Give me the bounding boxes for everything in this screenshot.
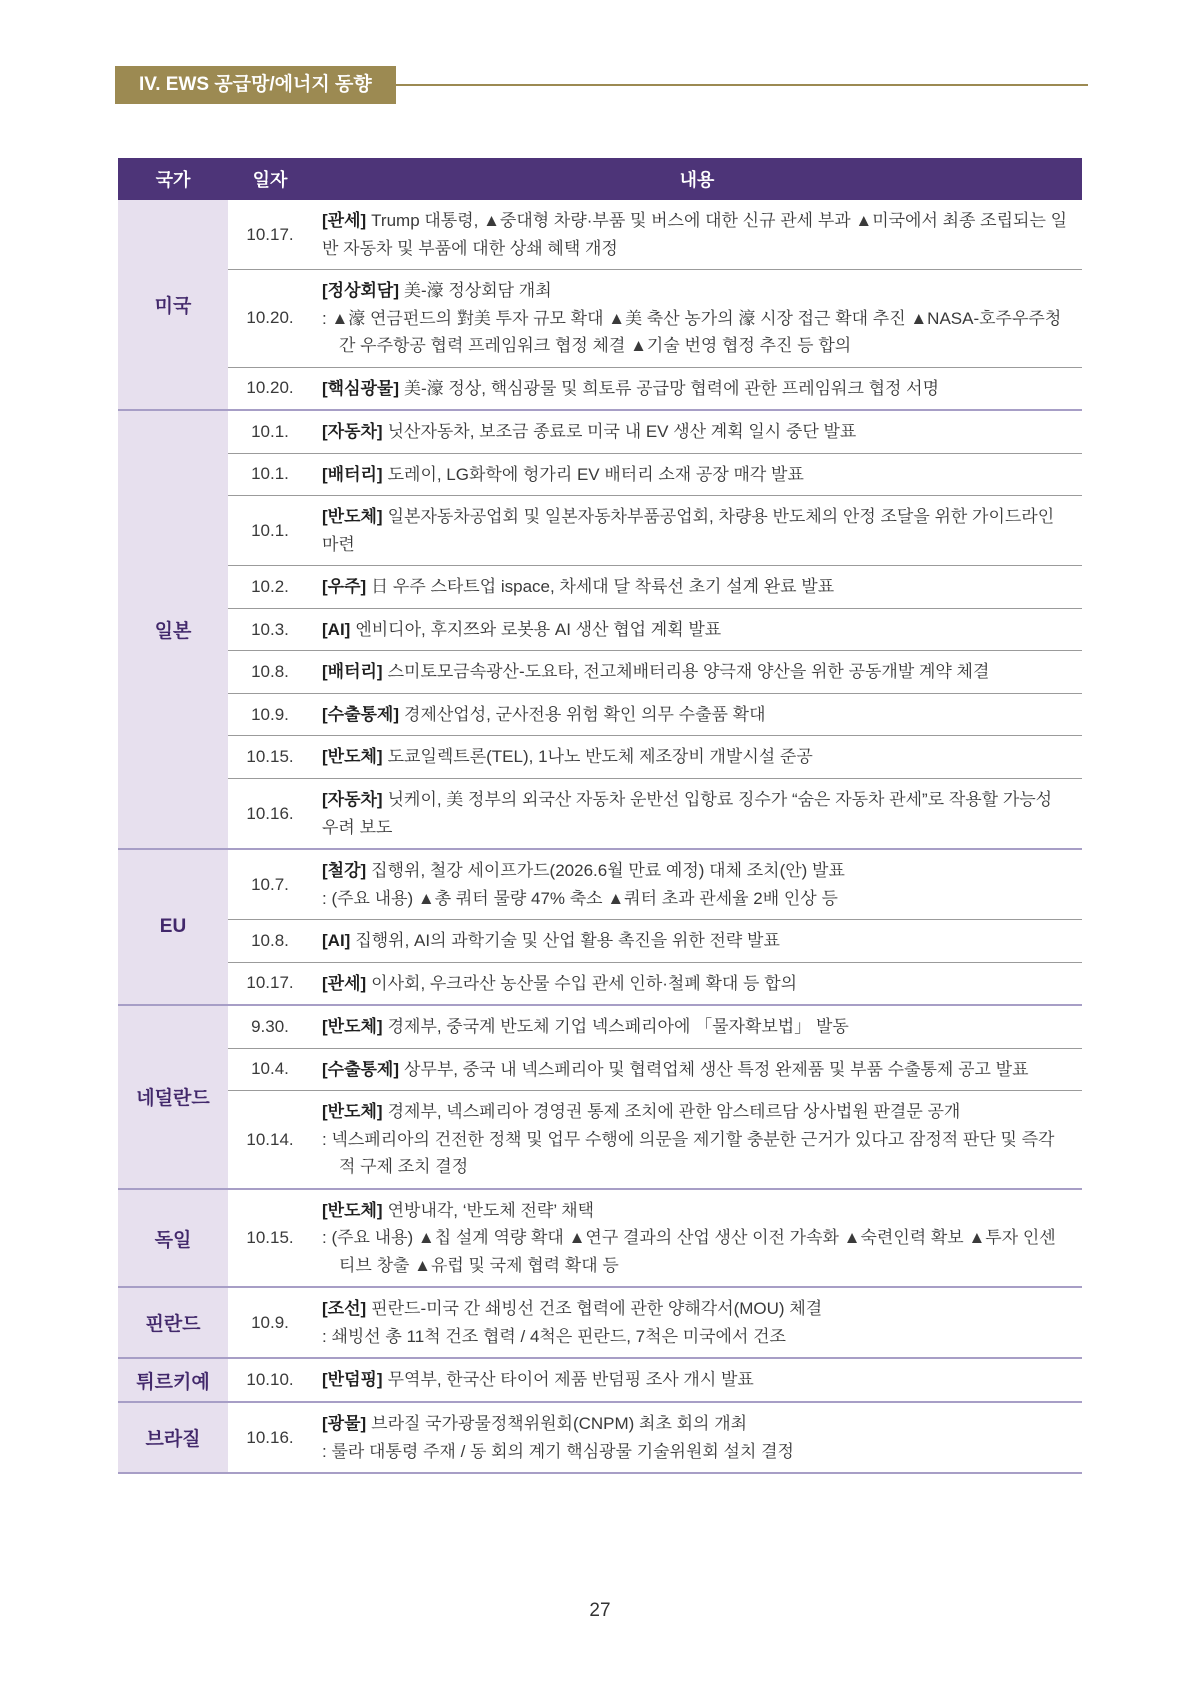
country-group <box>118 848 1082 1004</box>
category-tag: [자동차] <box>322 422 383 442</box>
country-group <box>118 1401 1082 1472</box>
date-cell: 10.4. <box>251 1059 289 1079</box>
entry-text: 경제부, 넥스페리아 경영권 통제 조치에 관한 암스테르담 상사법원 판결문 공개 <box>387 1102 961 1122</box>
entry-text: 경제부, 중국계 반도체 기업 넥스페리아에 「물자확보법」 발동 <box>387 1017 849 1037</box>
date-cell: 10.9. <box>251 704 289 724</box>
date-cell: 10.16. <box>246 1427 294 1447</box>
country-label: 미국 <box>118 200 228 409</box>
entry-subtext: : (주요 내용) ▲총 쿼터 물량 47% 축소 ▲쿼터 초과 관세율 2배 인상 등 <box>322 888 838 908</box>
entry-text: 연방내각, ‘반도체 전략’ 채택 <box>387 1200 595 1220</box>
content-cell <box>312 1091 1082 1188</box>
country-rows <box>228 850 1082 1004</box>
country-label: 일본 <box>118 411 228 848</box>
entry-main-line <box>322 1013 1068 1041</box>
table-row <box>228 495 1082 565</box>
entry-main-line <box>322 1197 1068 1225</box>
table-row <box>228 650 1082 693</box>
entry-text: 도쿄일렉트론(TEL), 1나노 반도체 제조장비 개발시설 준공 <box>387 747 813 767</box>
date-cell: 10.20. <box>246 378 294 398</box>
table-row <box>228 1403 1082 1472</box>
category-tag: [반도체] <box>322 1200 383 1220</box>
column-header-country: 국가 <box>155 170 191 190</box>
entry-main-line <box>322 461 1068 489</box>
entry-main-line <box>322 573 1068 601</box>
date-cell: 9.30. <box>251 1016 289 1036</box>
country-rows <box>228 200 1082 409</box>
table-row <box>228 1190 1082 1287</box>
date-cell: 10.15. <box>246 747 294 767</box>
country-group <box>118 1286 1082 1357</box>
entry-text: 무역부, 한국산 타이어 제품 반덤핑 조사 개시 발표 <box>387 1370 754 1390</box>
ews-trends-table <box>118 158 1082 1474</box>
country-label: 브라질 <box>118 1403 228 1472</box>
country-rows <box>228 1403 1082 1472</box>
table-row <box>228 608 1082 651</box>
content-cell <box>312 368 1082 410</box>
table-row <box>228 850 1082 919</box>
entry-text: 엔비디아, 후지쯔와 로봇용 AI 생산 협업 계획 발표 <box>355 619 722 639</box>
category-tag: [자동차] <box>322 789 383 809</box>
entry-main-line <box>322 277 1068 305</box>
entry-text: 이사회, 우크라산 농산물 수입 관세 인하·철폐 확대 등 합의 <box>371 973 798 993</box>
column-header-content: 내용 <box>679 170 715 190</box>
entry-text: 핀란드-미국 간 쇄빙선 건조 협력에 관한 양해각서(MOU) 체결 <box>371 1299 823 1319</box>
table-row <box>228 453 1082 496</box>
content-cell <box>312 1006 1082 1048</box>
entry-main-line <box>322 743 1068 771</box>
entry-main-line <box>322 857 1068 885</box>
content-cell <box>312 920 1082 962</box>
entry-text: 일본자동차공업회 및 일본자동차부품공업회, 차량용 반도체의 안정 조달을 위한 가이드라인 마련 <box>322 507 1055 554</box>
category-tag: [배터리] <box>322 662 383 682</box>
entry-subtext: : 넥스페리아의 건전한 정책 및 업무 수행에 의문을 제기할 충분한 근거가 있다고 잠정적 판단 및 즉각적 구제 조치 결정 <box>322 1129 1055 1177</box>
date-cell: 10.17. <box>246 973 294 993</box>
country-group <box>118 1357 1082 1401</box>
content-cell <box>312 736 1082 778</box>
entry-text: 경제산업성, 군사전용 위험 확인 의무 수출품 확대 <box>404 704 766 724</box>
date-cell: 10.2. <box>251 577 289 597</box>
category-tag: [정상회담] <box>322 281 400 301</box>
date-cell: 10.1. <box>251 464 289 484</box>
content-cell <box>312 270 1082 367</box>
category-tag: [관세] <box>322 211 367 230</box>
page-number: 27 <box>589 1600 611 1621</box>
content-cell <box>312 1359 1082 1401</box>
category-tag: [반덤핑] <box>322 1370 383 1390</box>
entry-text: 美-濠 정상회담 개최 <box>404 281 552 301</box>
content-cell <box>312 411 1082 453</box>
entry-subtext: : 쇄빙선 총 11척 건조 협력 / 4척은 핀란드, 7척은 미국에서 건조 <box>322 1326 786 1346</box>
entry-main-line <box>322 1056 1068 1084</box>
entry-main-line <box>322 207 1068 262</box>
category-tag: [반도체] <box>322 747 383 767</box>
table-row <box>228 269 1082 367</box>
section-rule-line <box>396 84 1088 86</box>
date-cell: 10.8. <box>251 930 289 950</box>
date-cell: 10.1. <box>251 520 289 540</box>
date-cell: 10.16. <box>246 803 294 823</box>
entry-main-line <box>322 1366 1068 1394</box>
country-label: 핀란드 <box>118 1288 228 1357</box>
category-tag: [AI] <box>322 931 351 951</box>
table-row <box>228 1288 1082 1357</box>
entry-main-line <box>322 970 1068 998</box>
entry-main-line <box>322 927 1068 955</box>
category-tag: [조선] <box>322 1299 367 1319</box>
country-group <box>118 1188 1082 1287</box>
date-cell: 10.17. <box>246 224 294 244</box>
entry-text: 닛케이, 美 정부의 외국산 자동차 운반선 입항료 징수가 “숨은 자동차 관세”로 작용할 가능성 우려 보도 <box>322 789 1053 837</box>
category-tag: [반도체] <box>322 1102 383 1122</box>
content-cell <box>312 609 1082 651</box>
category-tag: [광물] <box>322 1414 367 1433</box>
table-row <box>228 735 1082 778</box>
table-header-row <box>118 158 1082 200</box>
category-tag: [철강] <box>322 861 367 881</box>
country-group <box>118 409 1082 848</box>
entry-text: 美-濠 정상, 핵심광물 및 희토류 공급망 협력에 관한 프레임워크 협정 서명 <box>404 378 940 398</box>
entry-main-line <box>322 701 1068 729</box>
country-group <box>118 200 1082 409</box>
table-row <box>228 919 1082 962</box>
section-title-badge: IV. EWS 공급망/에너지 동향 <box>115 66 396 104</box>
entry-main-line <box>322 616 1068 644</box>
country-rows <box>228 1359 1082 1401</box>
entry-text: 日 우주 스타트업 ispace, 차세대 달 착륙선 초기 설계 완료 발표 <box>371 577 835 597</box>
category-tag: [AI] <box>322 619 351 639</box>
country-rows <box>228 1190 1082 1287</box>
content-cell <box>312 651 1082 693</box>
column-header-date: 일자 <box>252 170 288 190</box>
content-cell <box>312 694 1082 736</box>
category-tag: [우주] <box>322 577 367 597</box>
country-label: 튀르키예 <box>118 1359 228 1401</box>
table-row <box>228 1090 1082 1188</box>
content-cell <box>312 496 1082 565</box>
entry-text: 집행위, AI의 과학기술 및 산업 활용 촉진을 위한 전략 발표 <box>355 931 780 951</box>
entry-main-line <box>322 1295 1068 1323</box>
category-tag: [반도체] <box>322 1017 383 1037</box>
country-rows <box>228 411 1082 848</box>
date-cell: 10.3. <box>251 619 289 639</box>
category-tag: [수출통제] <box>322 1059 400 1079</box>
country-rows <box>228 1006 1082 1188</box>
entry-main-line <box>322 786 1068 841</box>
entry-main-line <box>322 503 1068 558</box>
entry-main-line <box>322 1410 1068 1438</box>
ews-table-body <box>118 200 1082 1472</box>
content-cell <box>312 1190 1082 1287</box>
entry-subtext: : (주요 내용) ▲칩 설계 역량 확대 ▲연구 결과의 산업 생산 이전 가속화 ▲숙련인력 확보 ▲투자 인센티브 창출 ▲유럽 및 국제 협력 확대 등 <box>322 1228 1056 1275</box>
category-tag: [수출통제] <box>322 704 400 724</box>
table-row <box>228 411 1082 453</box>
content-cell <box>312 200 1082 269</box>
content-cell <box>312 1049 1082 1091</box>
entry-main-line <box>322 1098 1068 1126</box>
table-row <box>228 367 1082 410</box>
date-cell: 10.1. <box>251 421 289 441</box>
entry-main-line <box>322 658 1068 686</box>
section-header <box>115 66 1088 104</box>
table-row <box>228 1006 1082 1048</box>
date-cell: 10.7. <box>251 874 289 894</box>
date-cell: 10.15. <box>246 1228 294 1248</box>
content-cell <box>312 1288 1082 1357</box>
date-cell: 10.9. <box>251 1312 289 1332</box>
content-cell <box>312 454 1082 496</box>
content-cell <box>312 566 1082 608</box>
table-row <box>228 1359 1082 1401</box>
date-cell: 10.20. <box>246 308 294 328</box>
entry-subtext: : ▲濠 연금펀드의 對美 투자 규모 확대 ▲美 축산 농가의 濠 시장 접근 확대 추진 ▲NASA-호주우주청 간 우주항공 협력 프레임워크 협정 체결 ▲기술 번영 협정 추진 등 합의 <box>322 308 1062 356</box>
date-cell: 10.8. <box>251 662 289 682</box>
category-tag: [배터리] <box>322 464 383 484</box>
entry-main-line <box>322 418 1068 446</box>
entry-text: 상무부, 중국 내 넥스페리아 및 협력업체 생산 특정 완제품 및 부품 수출통제 공고 발표 <box>404 1059 1029 1079</box>
country-label: EU <box>118 850 228 1004</box>
entry-text: 도레이, LG화학에 헝가리 EV 배터리 소재 공장 매각 발표 <box>387 464 804 484</box>
country-label: 네덜란드 <box>118 1006 228 1188</box>
content-cell <box>312 850 1082 919</box>
date-cell: 10.10. <box>246 1370 294 1390</box>
category-tag: [관세] <box>322 973 367 993</box>
content-cell <box>312 963 1082 1005</box>
date-cell: 10.14. <box>246 1129 294 1149</box>
country-group <box>118 1004 1082 1188</box>
entry-text: Trump 대통령, ▲중대형 차량·부품 및 버스에 대한 신규 관세 부과 ▲미국에서 최종 조립되는 일반 자동차 및 부품에 대한 상쇄 혜택 개정 <box>322 211 1068 258</box>
content-cell <box>312 1403 1082 1472</box>
entry-subtext: : 룰라 대통령 주재 / 동 회의 계기 핵심광물 기술위원회 설치 결정 <box>322 1441 794 1461</box>
entry-text: 스미토모금속광산-도요타, 전고체배터리용 양극재 양산을 위한 공동개발 계약 체결 <box>387 662 990 682</box>
entry-text: 브라질 국가광물정책위원회(CNPM) 최초 회의 개최 <box>371 1414 748 1433</box>
table-row <box>228 778 1082 848</box>
table-row <box>228 693 1082 736</box>
entry-text: 집행위, 철강 세이프가드(2026.6월 만료 예정) 대체 조치(안) 발표 <box>371 861 845 881</box>
country-label: 독일 <box>118 1190 228 1287</box>
category-tag: [핵심광물] <box>322 378 400 398</box>
content-cell <box>312 779 1082 848</box>
entry-text: 닛산자동차, 보조금 종료로 미국 내 EV 생산 계획 일시 중단 발표 <box>387 422 857 442</box>
category-tag: [반도체] <box>322 507 383 527</box>
table-row <box>228 565 1082 608</box>
table-row <box>228 200 1082 269</box>
table-row <box>228 1048 1082 1091</box>
entry-main-line <box>322 375 1068 403</box>
table-row <box>228 962 1082 1005</box>
country-rows <box>228 1288 1082 1357</box>
